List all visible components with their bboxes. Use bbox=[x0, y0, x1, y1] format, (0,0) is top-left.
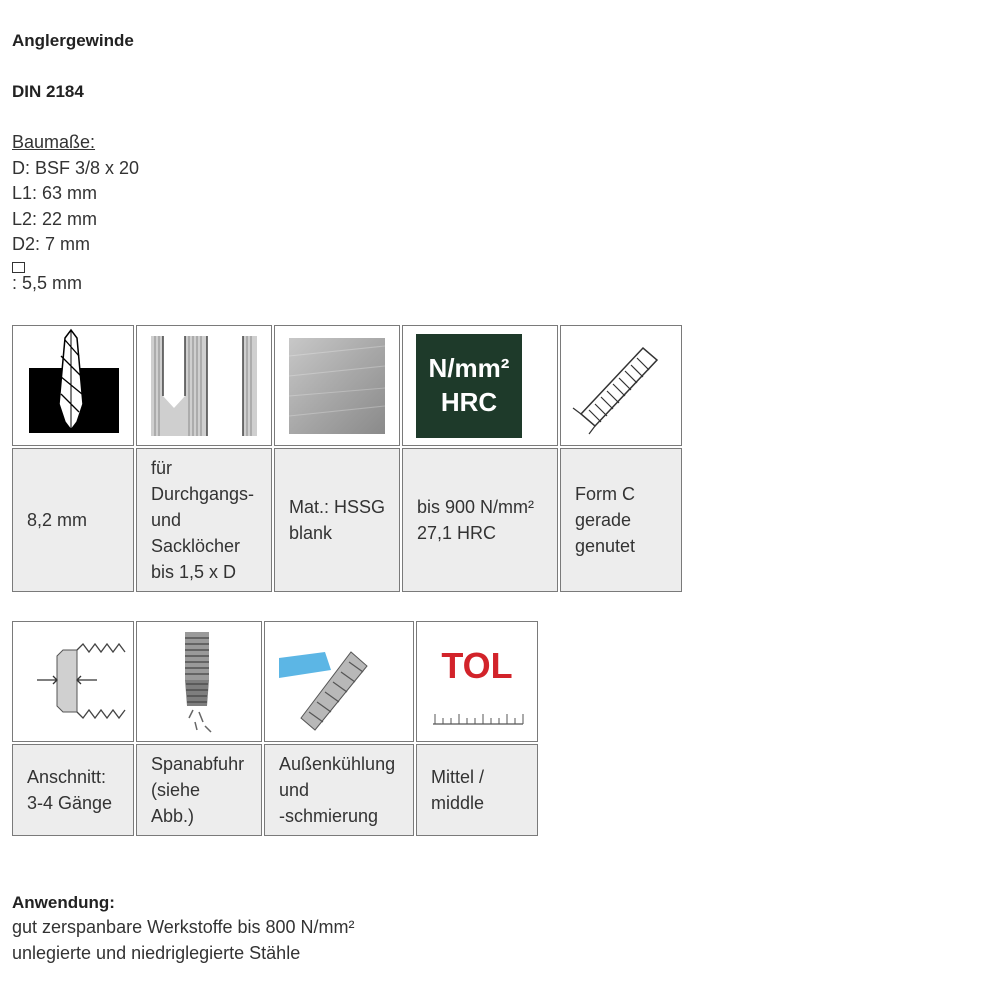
tolerance-icon bbox=[416, 621, 538, 742]
cell-text: bis 1,5 x D bbox=[151, 562, 237, 582]
hole-type-cell bbox=[136, 448, 272, 592]
chamfer-thread-icon bbox=[12, 621, 134, 742]
drill-hole-icon bbox=[12, 325, 134, 446]
cell-text: blank bbox=[289, 523, 333, 543]
dimensions-heading: Baumaße: bbox=[12, 132, 96, 152]
cell-text: Abb.) bbox=[151, 806, 195, 826]
application-heading: Anwendung: bbox=[12, 893, 115, 912]
chip-removal-cell bbox=[136, 744, 262, 836]
through-blind-hole-icon bbox=[136, 325, 272, 446]
cell-text: Spanabfuhr bbox=[151, 754, 245, 774]
strength-hardness-icon bbox=[402, 325, 558, 446]
cell-text: middle bbox=[431, 793, 485, 813]
form-cell bbox=[560, 448, 682, 592]
cell-text: für bbox=[151, 458, 173, 478]
hardness-hrc-label: HRC bbox=[440, 387, 498, 417]
cell-text: bis 900 N/mm² bbox=[417, 497, 535, 517]
dimensions-block bbox=[12, 130, 139, 294]
cell-text: (siehe bbox=[151, 780, 201, 800]
tolerance-cell bbox=[416, 744, 538, 836]
standard-label: DIN 2184 bbox=[12, 82, 84, 101]
external-cooling-icon bbox=[264, 621, 414, 742]
drill-diameter-cell bbox=[12, 448, 134, 592]
cell-text: und bbox=[279, 780, 310, 800]
cell-text: 8,2 mm bbox=[27, 510, 88, 530]
dimension-line: L2: 22 mm bbox=[12, 208, 98, 229]
dimension-line: D2: 7 mm bbox=[12, 234, 91, 254]
chamfer-cell bbox=[12, 744, 134, 836]
steel-surface-icon bbox=[274, 325, 400, 446]
cell-text: und bbox=[151, 510, 182, 530]
cell-text: Durchgangs- bbox=[151, 484, 255, 504]
cell-text: -schmierung bbox=[279, 806, 379, 826]
cell-text: Anschnitt: bbox=[27, 767, 107, 787]
hardness-unit-label: N/mm² bbox=[428, 353, 510, 383]
product-title: Anglergewinde bbox=[12, 31, 134, 50]
material-cell bbox=[274, 448, 400, 592]
cell-text: 3-4 Gänge bbox=[27, 793, 113, 813]
cell-text: Form C bbox=[575, 484, 635, 504]
cell-text: Mat.: HSSG bbox=[289, 497, 386, 517]
cell-text: Mittel / bbox=[431, 767, 485, 787]
application-line: gut zerspanbare Werkstoffe bis 800 N/mm² bbox=[12, 917, 355, 937]
cell-text: genutet bbox=[575, 536, 636, 556]
dimension-line: L1: 63 mm bbox=[12, 183, 98, 203]
tol-label: TOL bbox=[441, 645, 513, 686]
square-dimension: : 5,5 mm bbox=[12, 272, 83, 293]
chip-removal-icon bbox=[136, 621, 262, 742]
tap-form-icon bbox=[560, 325, 682, 446]
cell-text: Sacklöcher bbox=[151, 536, 241, 556]
cell-text: gerade bbox=[575, 510, 632, 530]
application-text bbox=[12, 914, 354, 966]
cell-text: 27,1 HRC bbox=[417, 523, 497, 543]
cooling-cell bbox=[264, 744, 414, 836]
application-line: unlegierte und niedriglegierte Stähle bbox=[12, 943, 301, 963]
strength-cell bbox=[402, 448, 558, 592]
dimension-line: D: BSF 3/8 x 20 bbox=[12, 157, 140, 178]
cell-text: Außenkühlung bbox=[279, 754, 396, 774]
